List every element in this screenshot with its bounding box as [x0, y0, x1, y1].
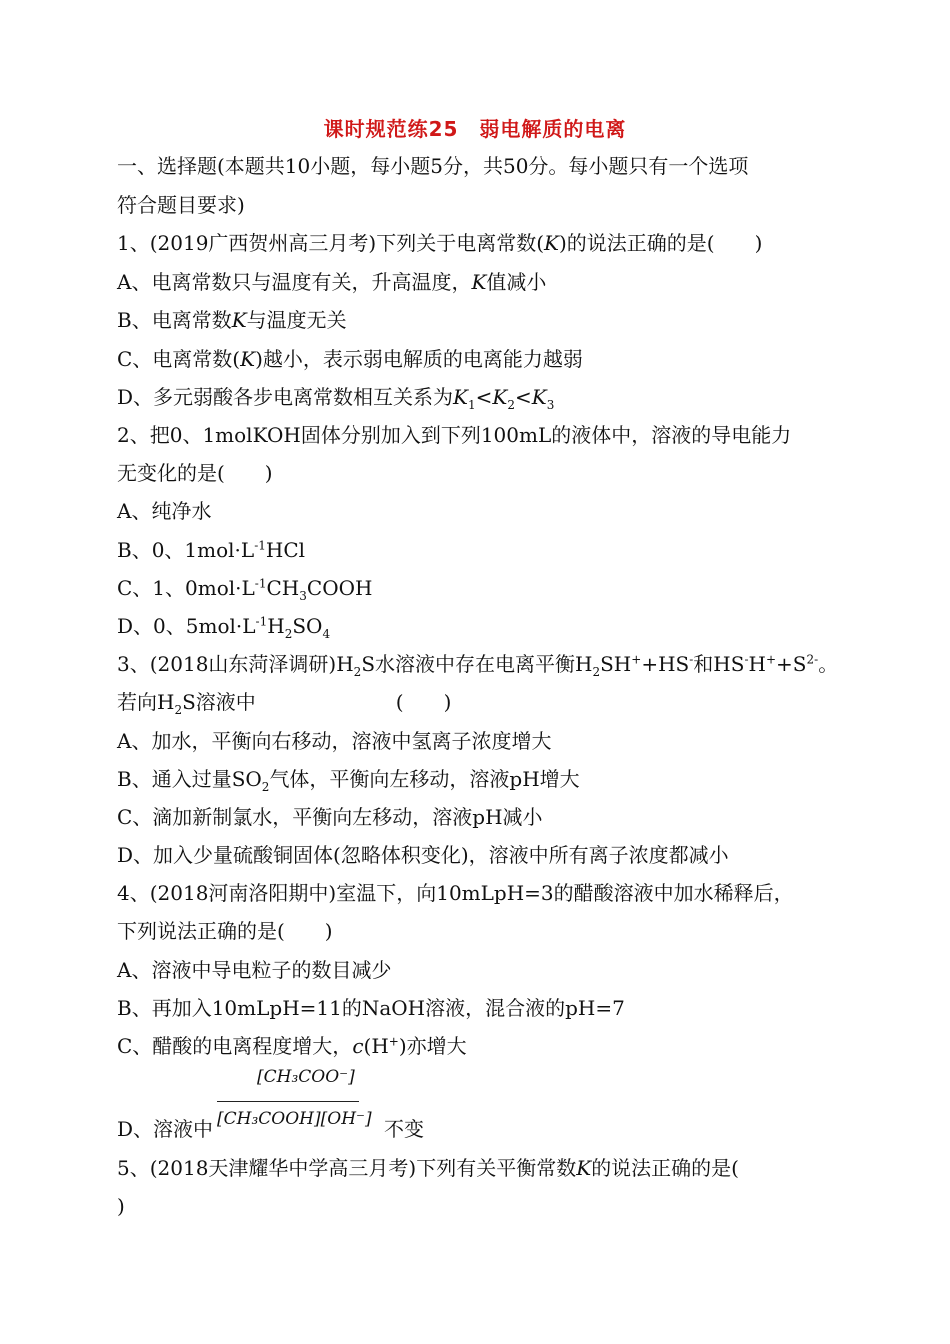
- question-2-option-d: D、0、$5mol\cdot L^{-1}H_2SO_4$: [117, 614, 331, 641]
- question-4-option-d-prefix: D、溶液中: [117, 1117, 214, 1141]
- question-4-option-d-suffix: 不变: [384, 1117, 424, 1141]
- fraction-denominator: [CH₃COOH][OH⁻]: [217, 1109, 372, 1129]
- question-4-option-c: C、醋酸的电离程度增大，c(H+)亦增大: [117, 1034, 467, 1058]
- question-5-stem-line-2: ): [117, 1194, 125, 1218]
- question-2-option-b: B、0、$1mol\cdot L^{-1}HCl$: [117, 538, 306, 562]
- question-3-stem-line-2: 若向$H_2S$溶液中 ( ): [117, 690, 452, 717]
- question-2-stem-line-2: 无变化的是( ): [117, 461, 273, 485]
- question-1-stem: 1、(2019广西贺州高三月考)下列关于电离常数(K)的说法正确的是( ): [117, 231, 763, 255]
- question-2-stem-line-1: 2、把0、1molKOH固体分别加入到下列100mL的液体中，溶液的导电能力: [117, 423, 792, 447]
- question-3-option-b: B、通入过量$SO_2$气体，平衡向左移动，溶液pH增大: [117, 767, 580, 794]
- page-title: 课时规范练25 弱电解质的电离: [323, 117, 627, 141]
- question-4-stem-line-1: 4、(2018河南洛阳期中)室温下，向10mLpH=3的醋酸溶液中加水稀释后，: [117, 881, 794, 905]
- question-2-option-c: C、1、$0mol\cdot L^{-1}CH_3COOH$: [117, 576, 373, 603]
- question-3-option-d: D、加入少量硫酸铜固体(忽略体积变化)，溶液中所有离子浓度都减小: [117, 843, 729, 867]
- question-5-stem-line-1: 5、(2018天津耀华中学高三月考)下列有关平衡常数K的说法正确的是(: [117, 1156, 739, 1180]
- question-3-stem-line-1: 3、(2018山东菏泽调研)$H_2S$水溶液中存在电离平衡$H_2SH^++HS^-$和$HS^-H^++S^{2-}$。: [117, 652, 839, 679]
- question-3-option-c: C、滴加新制氯水，平衡向左移动，溶液pH减小: [117, 805, 543, 829]
- fraction-numerator: [CH₃COO⁻]: [257, 1067, 355, 1087]
- question-4-stem-line-2: 下列说法正确的是( ): [117, 919, 333, 943]
- question-4-option-b: B、再加入10mLpH=11的NaOH溶液，混合液的pH=7: [117, 996, 625, 1020]
- section-heading-line-2: 符合题目要求): [117, 193, 245, 217]
- question-1-option-d: D、多元弱酸各步电离常数相互关系为$K_1<K_2<K_3$: [117, 385, 555, 412]
- question-1-option-a: A、电离常数只与温度有关，升高温度，K值减小: [117, 270, 547, 294]
- question-2-option-a: A、纯净水: [117, 499, 212, 523]
- section-heading-line-1: 一、选择题(本题共10小题，每小题5分，共50分。每小题只有一个选项: [117, 154, 749, 178]
- question-4-option-a: A、溶液中导电粒子的数目减少: [117, 958, 392, 982]
- question-3-option-a: A、加水，平衡向右移动，溶液中氢离子浓度增大: [117, 729, 552, 753]
- fraction-bar: [217, 1101, 359, 1102]
- question-1-option-b: B、电离常数K与温度无关: [117, 308, 347, 332]
- question-1-option-c: C、电离常数(K)越小，表示弱电解质的电离能力越弱: [117, 347, 583, 371]
